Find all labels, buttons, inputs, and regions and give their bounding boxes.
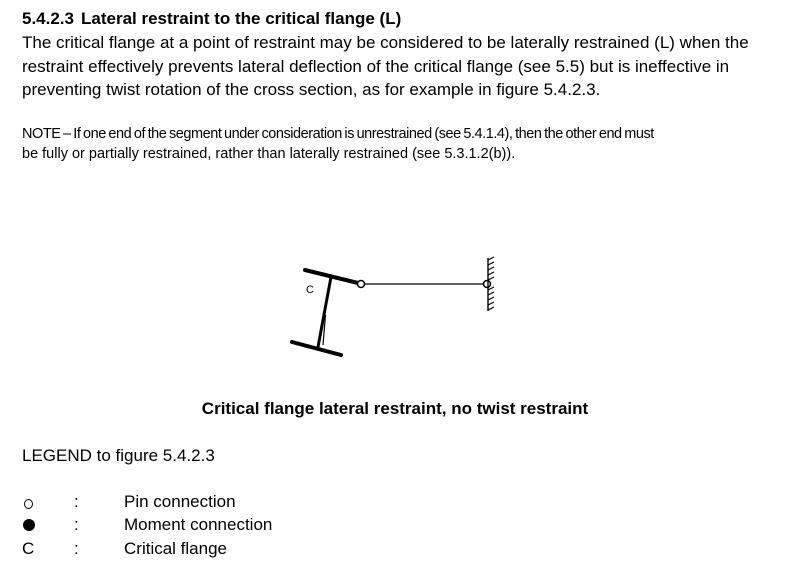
section-number: 5.4.2.3	[22, 9, 74, 28]
legend-colon: :	[74, 492, 79, 511]
pin-connection-icon	[358, 281, 365, 288]
critical-flange-label: C	[306, 284, 314, 296]
moment-connection-icon	[22, 514, 36, 536]
bottom-flange	[292, 342, 341, 355]
legend-description: Critical flange	[124, 539, 227, 558]
paragraph-line: preventing twist rotation of the cross section, as for example in figure 5.4.2.3.	[22, 80, 601, 99]
paragraph-line: restraint effectively prevents lateral deflection of the critical flange (see 5.5) but is ineffective in	[22, 56, 730, 76]
pin-connection-icon	[484, 281, 491, 288]
pin-connection-icon	[22, 491, 36, 513]
web	[318, 277, 331, 347]
legend-description: Moment connection	[124, 515, 273, 534]
legend-colon: :	[74, 515, 79, 534]
critical-flange-symbol: C	[22, 539, 35, 558]
section-title: Lateral restraint to the critical flange (L)	[81, 9, 402, 28]
figure-caption: Critical flange lateral restraint, no twist restraint	[201, 399, 589, 418]
legend-title: LEGEND to figure 5.4.2.3	[22, 446, 215, 465]
legend-colon: :	[74, 539, 79, 558]
paragraph-line: The critical flange at a point of restraint may be considered to be laterally restrained (L) when the	[22, 33, 749, 52]
legend-description: Pin connection	[124, 492, 236, 511]
note-line: be fully or partially restrained, rather than laterally restrained (see 5.3.1.2(b)).	[22, 146, 516, 162]
note-line: NOTE – If one end of the segment under consideration is unrestrained (see 5.4.1.4), then the other end must	[22, 126, 654, 142]
